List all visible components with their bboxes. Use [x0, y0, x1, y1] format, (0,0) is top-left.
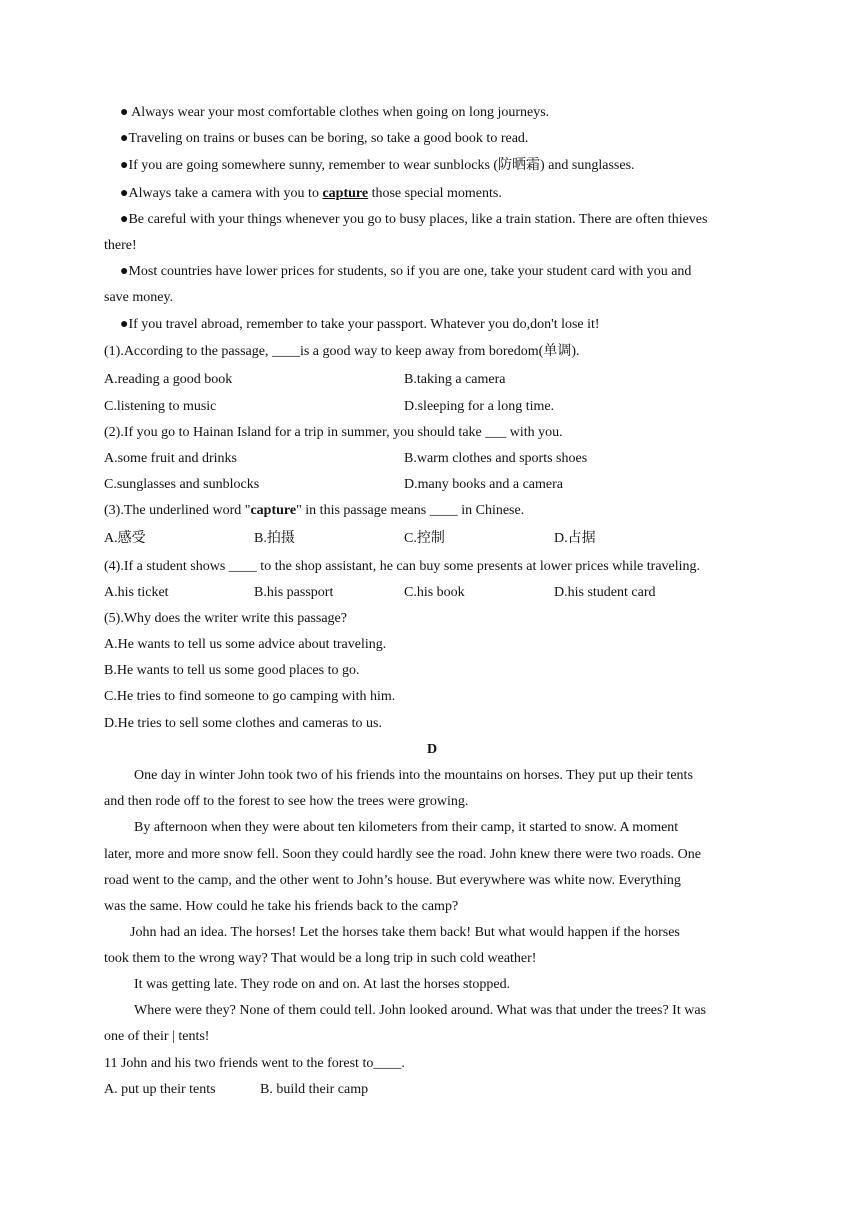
tip-passport: ●If you travel abroad, remember to take your passport. Whatever you do,don't lose it!	[120, 317, 600, 332]
paragraph-2-line3: road went to the camp, and the other went to John’s house. But everywhere was white now. Everything	[104, 873, 681, 888]
tip-good-book: ●Traveling on trains or buses can be boring, so take a good book to read.	[120, 131, 529, 146]
q3-bold-word: capture	[250, 503, 297, 518]
q1-option-c: C.listening to music	[104, 399, 217, 414]
question-2: (2).If you go to Hainan Island for a trip in summer, you should take ___ with you.	[104, 425, 563, 440]
q3-text-pre: (3).The underlined word "	[104, 503, 251, 518]
q3-option-d: D.占据	[554, 531, 596, 546]
question-1: (1).According to the passage, ____is a good way to keep away from boredom(单调).	[104, 344, 580, 359]
q1-option-b: B.taking a camera	[404, 372, 506, 387]
q2-option-c: C.sunglasses and sunblocks	[104, 477, 260, 492]
question-11: 11 John and his two friends went to the forest to____.	[104, 1056, 405, 1071]
q5-option-a: A.He wants to tell us some advice about traveling.	[104, 637, 387, 652]
paragraph-5-line1: Where were they? None of them could tell. John looked around. What was that under the trees? It was	[134, 1003, 706, 1018]
q2-option-d: D.many books and a camera	[404, 477, 563, 492]
tip-sunblocks: ●If you are going somewhere sunny, remember to wear sunblocks (防晒霜) and sunglasses.	[120, 158, 635, 173]
q3-option-a: A.感受	[104, 531, 146, 546]
underlined-word-capture: capture	[322, 186, 369, 201]
tip-comfortable-clothes: ● Always wear your most comfortable clothes when going on long journeys.	[120, 105, 550, 120]
q2-option-a: A.some fruit and drinks	[104, 451, 237, 466]
tip-camera-pre: ●Always take a camera with you to	[120, 186, 323, 201]
q5-option-b: B.He wants to tell us some good places to go.	[104, 663, 360, 678]
section-heading: D	[426, 742, 438, 757]
q2-option-b: B.warm clothes and sports shoes	[404, 451, 588, 466]
q3-option-b: B.拍摄	[254, 531, 295, 546]
q1-option-a: A.reading a good book	[104, 372, 233, 387]
tip-camera-post: those special moments.	[368, 186, 502, 201]
paragraph-5-line2: one of their | tents!	[104, 1029, 210, 1044]
q1-option-d: D.sleeping for a long time.	[404, 399, 555, 414]
tip-busy-places-line2: there!	[104, 238, 137, 253]
q3-text-post: " in this passage means ____ in Chinese.	[296, 503, 525, 518]
paragraph-3-line1: John had an idea. The horses! Let the horses take them back! But what would happen if the horses	[130, 925, 680, 940]
tip-student-card-line2: save money.	[104, 290, 174, 305]
q4-option-c: C.his book	[404, 585, 465, 600]
q11-option-b: B. build their camp	[260, 1082, 369, 1097]
paragraph-1-line2: and then rode off to the forest to see how the trees were growing.	[104, 794, 469, 809]
paragraph-1-line1: One day in winter John took two of his friends into the mountains on horses. They put up their tents	[134, 768, 693, 783]
q5-option-c: C.He tries to find someone to go camping with him.	[104, 689, 396, 704]
tip-student-card-line1: ●Most countries have lower prices for students, so if you are one, take your student card with you and	[120, 264, 692, 279]
q4-option-b: B.his passport	[254, 585, 334, 600]
paragraph-2-line2: later, more and more snow fell. Soon they could hardly see the road. John knew there were two roads. One	[104, 847, 701, 862]
tip-camera	[120, 185, 776, 203]
paragraph-3-line2: took them to the wrong way? That would be a long trip in such cold weather!	[104, 951, 537, 966]
paragraph-4-line1: It was getting late. They rode on and on. At last the horses stopped.	[134, 977, 511, 992]
q11-option-a: A. put up their tents	[104, 1082, 216, 1097]
paragraph-2-line4: was the same. How could he take his friends back to the camp?	[104, 899, 459, 914]
question-5: (5).Why does the writer write this passage?	[104, 611, 347, 626]
question-3	[104, 502, 760, 520]
q3-option-c: C.控制	[404, 531, 445, 546]
q4-option-d: D.his student card	[554, 585, 656, 600]
tip-busy-places-line1: ●Be careful with your things whenever you go to busy places, like a train station. There are often thieves	[120, 212, 708, 227]
question-4: (4).If a student shows ____ to the shop assistant, he can buy some presents at lower prices while traveling.	[104, 559, 701, 574]
q4-option-a: A.his ticket	[104, 585, 169, 600]
q5-option-d: D.He tries to sell some clothes and cameras to us.	[104, 716, 382, 731]
paragraph-2-line1: By afternoon when they were about ten kilometers from their camp, it started to snow. A moment	[134, 820, 679, 835]
